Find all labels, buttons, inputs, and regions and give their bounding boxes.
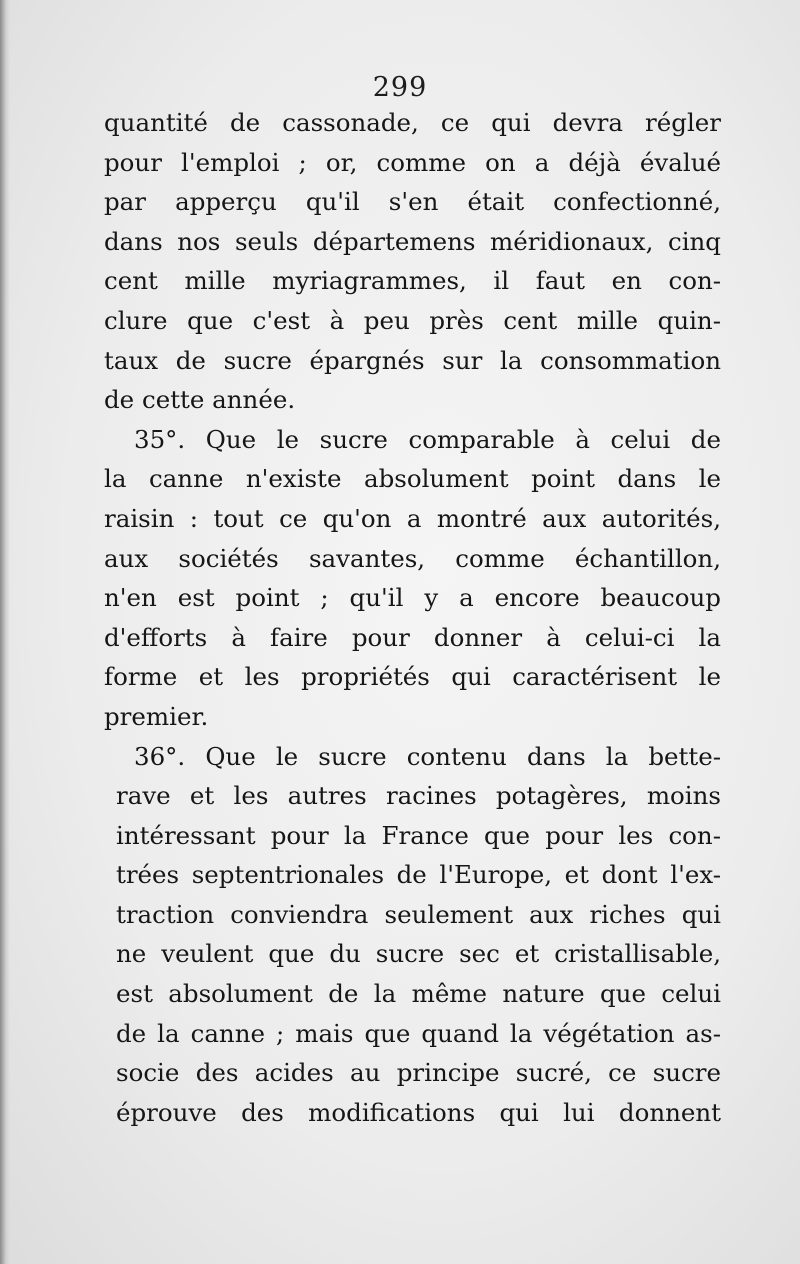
text-line: ne veulent que du sucre sec et cristallisable,	[116, 939, 721, 969]
text-line: par apperçu qu'il s'en était confectionné,	[104, 187, 721, 217]
page-number	[0, 72, 800, 103]
text-line: d'efforts à faire pour donner à celui-ci la	[104, 622, 721, 652]
text-line: pour l'emploi ; or, comme on a déjà évalué	[104, 147, 721, 177]
text-line: 36°. Que le sucre contenu dans la bette-	[134, 741, 721, 771]
paragraph-1	[104, 103, 721, 420]
text-line: premier.	[104, 701, 209, 731]
text-line: de la canne ; mais que quand la végétation as-	[116, 1018, 721, 1048]
text-line: socie des acides au principe sucré, ce sucre	[116, 1058, 721, 1088]
text-line: la canne n'existe absolument point dans le	[104, 464, 721, 494]
text-line: n'en est point ; qu'il y a encore beaucoup	[104, 583, 721, 613]
text-line: traction conviendra seulement aux riches qui	[116, 899, 721, 929]
text-line: forme et les propriétés qui caractérisent le	[104, 662, 721, 692]
page-number-text: 299	[372, 72, 428, 103]
text-line: éprouve des modifications qui lui donnent	[116, 1097, 721, 1127]
text-line: cent mille myriagrammes, il faut en con-	[104, 266, 721, 296]
text-line: de cette année.	[104, 385, 296, 415]
text-line: taux de sucre épargnés sur la consommation	[104, 345, 721, 375]
paragraph-36	[104, 737, 721, 1133]
text-line: clure que c'est à peu près cent mille quin-	[104, 305, 721, 335]
body-text	[104, 103, 721, 1132]
text-line: est absolument de la même nature que celui	[116, 979, 721, 1009]
page-edge-shadow	[0, 0, 10, 1264]
text-line: intéressant pour la France que pour les con-	[116, 820, 721, 850]
text-line: dans nos seuls départemens méridionaux, cinq	[104, 226, 721, 256]
text-line: quantité de cassonade, ce qui devra régler	[104, 108, 721, 137]
text-line: 35°. Que le sucre comparable à celui de	[134, 424, 721, 454]
text-line: trées septentrionales de l'Europe, et dont l'ex-	[116, 860, 721, 890]
paragraph-35	[104, 420, 721, 737]
text-line: aux sociétés savantes, comme échantillon,	[104, 543, 721, 573]
text-line: raisin : tout ce qu'on a montré aux autorités,	[104, 503, 721, 533]
text-line: rave et les autres racines potagères, moins	[116, 781, 721, 811]
